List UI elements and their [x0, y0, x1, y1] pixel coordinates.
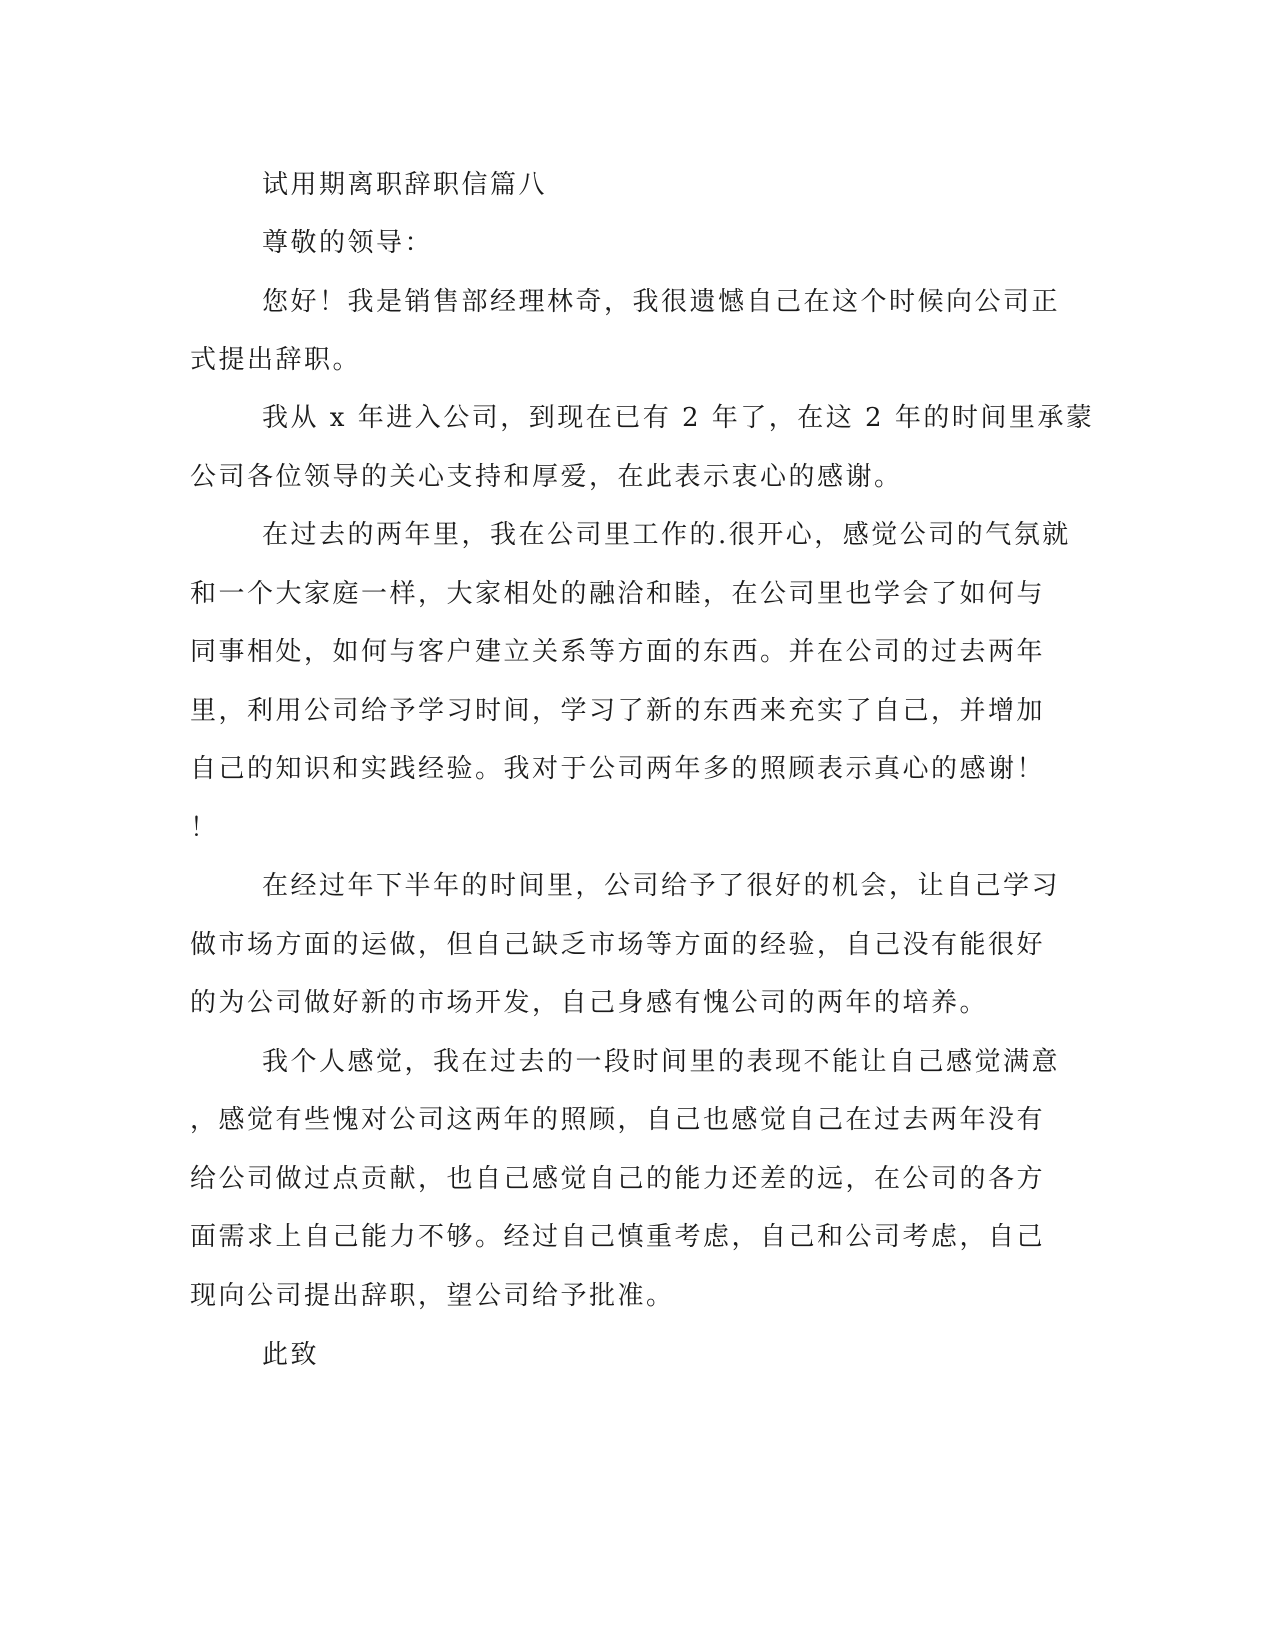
document-title: 试用期离职辞职信篇八 — [262, 170, 548, 200]
paragraph-line: 自己的知识和实践经验。我对于公司两年多的照顾表示真心的感谢！ — [190, 754, 1046, 784]
paragraph-line: 我个人感觉，我在过去的一段时间里的表现不能让自己感觉满意 — [262, 1047, 1061, 1077]
paragraph-line: 在经过年下半年的时间里，公司给予了很好的机会，让自己学习 — [262, 871, 1061, 901]
paragraph-line: 和一个大家庭一样，大家相处的融洽和睦，在公司里也学会了如何与 — [190, 579, 1046, 609]
paragraph-line: 里，利用公司给予学习时间，学习了新的东西来充实了自己，并增加 — [190, 696, 1046, 726]
paragraph-line: 面需求上自己能力不够。经过自己慎重考虑，自己和公司考虑，自己 — [190, 1222, 1046, 1252]
paragraph-line: 我从 x 年进入公司，到现在已有 2 年了，在这 2 年的时间里承蒙 — [262, 403, 1095, 433]
paragraph-line: 同事相处，如何与客户建立关系等方面的东西。并在公司的过去两年 — [190, 637, 1046, 667]
paragraph-line: 的为公司做好新的市场开发，自己身感有愧公司的两年的培养。 — [190, 988, 989, 1018]
paragraph-line: 公司各位领导的关心支持和厚爱，在此表示衷心的感谢。 — [190, 462, 903, 492]
paragraph-line: ！ — [190, 813, 219, 843]
paragraph-line: 式提出辞职。 — [190, 345, 362, 375]
paragraph-line: 现向公司提出辞职，望公司给予批准。 — [190, 1281, 675, 1311]
salutation: 尊敬的领导： — [262, 228, 434, 258]
paragraph-line: ，感觉有些愧对公司这两年的照顾，自己也感觉自己在过去两年没有 — [190, 1105, 1046, 1135]
paragraph-line: 您好！我是销售部经理林奇，我很遗憾自己在这个时候向公司正 — [262, 287, 1061, 317]
paragraph-line: 在过去的两年里，我在公司里工作的.很开心，感觉公司的气氛就 — [262, 520, 1071, 550]
paragraph-line: 做市场方面的运做，但自己缺乏市场等方面的经验，自己没有能很好 — [190, 930, 1046, 960]
paragraph-line: 给公司做过点贡献，也自己感觉自己的能力还差的远，在公司的各方 — [190, 1164, 1046, 1194]
closing: 此致 — [262, 1340, 320, 1370]
